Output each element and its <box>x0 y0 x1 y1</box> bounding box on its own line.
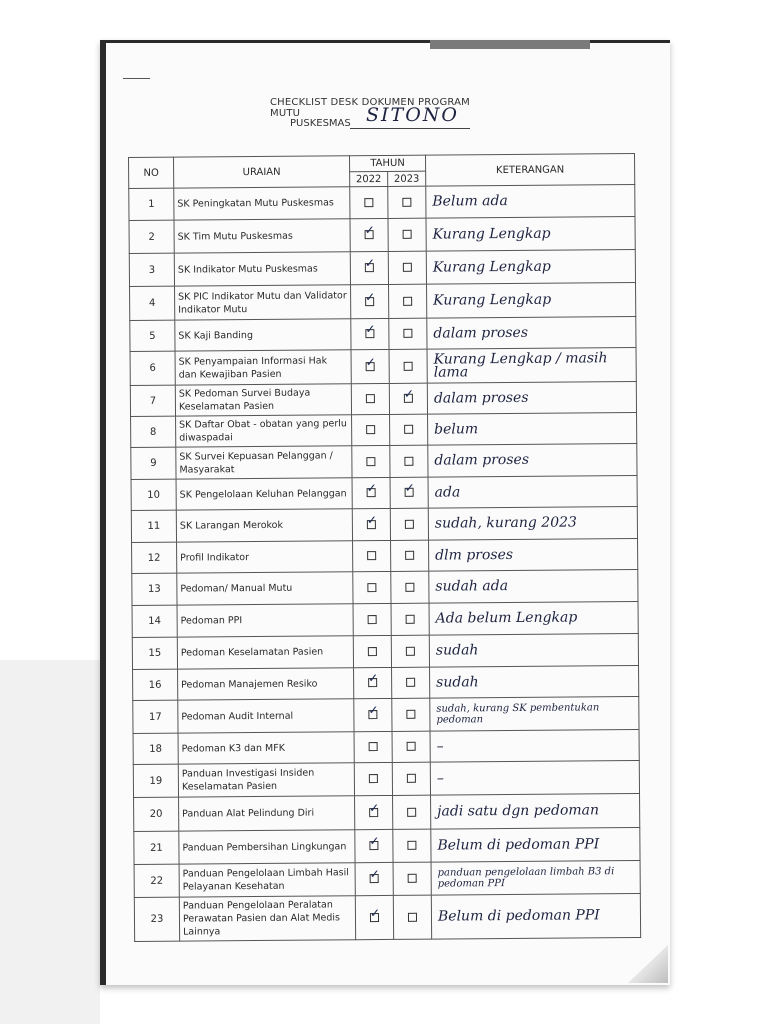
checkbox-2022[interactable] <box>367 488 376 497</box>
year-2022-cell <box>353 603 391 635</box>
row-keterangan: sudah ada <box>429 570 638 604</box>
year-2022-cell <box>352 508 390 540</box>
checkbox-2023[interactable] <box>405 551 414 560</box>
row-number: 14 <box>132 605 177 637</box>
row-uraian: Profil Indikator <box>177 541 353 573</box>
row-uraian: Pedoman K3 dan MFK <box>178 732 354 764</box>
row-uraian: Pedoman Keselamatan Pasien <box>177 636 353 669</box>
checkbox-2023[interactable] <box>404 394 413 403</box>
checkbox-2022[interactable] <box>365 297 374 306</box>
year-2022-cell <box>351 318 389 349</box>
checkbox-2022[interactable] <box>365 329 374 338</box>
year-2023-cell <box>389 284 427 318</box>
row-keterangan: sudah, kurang 2023 <box>428 507 637 541</box>
row-uraian: Pedoman Manajemen Resiko <box>178 668 354 700</box>
row-uraian: SK Larangan Merokok <box>176 509 352 542</box>
row-uraian: Panduan Pembersihan Lingkungan <box>179 830 355 864</box>
table-row <box>132 634 638 670</box>
header-keterangan: KETERANGAN <box>425 154 634 187</box>
year-2022-cell <box>350 218 388 251</box>
table-row <box>133 730 639 765</box>
year-2023-cell <box>388 251 426 284</box>
table-row <box>133 666 639 701</box>
table-row <box>130 283 636 321</box>
checkbox-2022[interactable] <box>368 615 377 624</box>
row-keterangan: – <box>430 761 639 796</box>
checkbox-2022[interactable] <box>366 362 375 371</box>
header-no: NO <box>129 157 174 188</box>
checkbox-2023[interactable] <box>407 742 416 751</box>
year-2022-cell <box>350 186 388 218</box>
checkbox-2022[interactable] <box>369 808 378 817</box>
checkbox-2022[interactable] <box>370 913 379 922</box>
checkbox-2022[interactable] <box>369 742 378 751</box>
checkbox-2023[interactable] <box>407 807 416 816</box>
checkbox-2022[interactable] <box>368 647 377 656</box>
checkbox-2023[interactable] <box>403 263 412 272</box>
row-uraian: Panduan Pengelolaan Limbah Hasil Pelayanan Kesehatan <box>179 863 355 897</box>
year-2023-cell <box>393 795 431 829</box>
row-number: 17 <box>133 700 178 733</box>
row-keterangan: sudah <box>429 634 638 668</box>
year-2023-cell <box>391 635 429 667</box>
row-keterangan: – <box>430 730 639 763</box>
table-row <box>130 317 636 352</box>
row-uraian: Pedoman/ Manual Mutu <box>177 572 353 605</box>
row-keterangan: dalam proses <box>427 317 636 350</box>
year-2022-cell <box>354 667 392 698</box>
checkbox-2022[interactable] <box>364 198 373 207</box>
checkbox-2023[interactable] <box>405 488 414 497</box>
table-row <box>134 828 640 865</box>
table-row <box>133 697 639 734</box>
row-uraian: Pedoman PPI <box>177 604 353 637</box>
year-2022-cell <box>355 862 393 895</box>
year-2022-cell <box>352 477 390 508</box>
year-2023-cell <box>388 186 426 218</box>
checkbox-2022[interactable] <box>366 457 375 466</box>
row-number: 9 <box>131 447 176 479</box>
year-2023-cell <box>389 349 427 383</box>
checkbox-2023[interactable] <box>404 425 413 434</box>
checkbox-2022[interactable] <box>367 551 376 560</box>
year-2022-cell <box>355 895 393 939</box>
year-2022-cell <box>355 795 393 829</box>
row-keterangan: Belum di pedoman PPI <box>431 893 640 939</box>
checkbox-2022[interactable] <box>365 230 374 239</box>
checkbox-2022[interactable] <box>366 425 375 434</box>
row-number: 22 <box>134 864 179 897</box>
year-2022-cell <box>353 571 391 603</box>
header-year-2022: 2022 <box>350 171 388 186</box>
checkbox-2023[interactable] <box>405 519 414 528</box>
row-uraian: SK PIC Indikator Mutu dan Validator Indikator Mutu <box>175 285 351 320</box>
row-keterangan: Kurang Lengkap / masih lama <box>427 348 636 384</box>
year-2022-cell <box>353 635 391 667</box>
row-uraian: SK Survei Kepuasan Pelanggan / Masyarakat <box>176 446 352 479</box>
row-number: 21 <box>134 831 179 864</box>
table-row <box>131 507 637 543</box>
checkbox-2023[interactable] <box>406 646 415 655</box>
row-number: 19 <box>133 764 178 797</box>
year-2023-cell <box>392 667 430 698</box>
row-number: 1 <box>129 188 174 220</box>
table-row <box>134 893 640 941</box>
table-row <box>132 570 638 606</box>
checkbox-2022[interactable] <box>365 263 374 272</box>
checkbox-2023[interactable] <box>406 614 415 623</box>
year-2023-cell <box>392 762 430 795</box>
table-row <box>131 444 637 480</box>
header-tahun: TAHUN <box>349 155 425 172</box>
table-row <box>134 794 640 832</box>
row-uraian: Panduan Alat Pelindung Diri <box>179 796 355 831</box>
row-uraian: Pedoman Audit Internal <box>178 699 354 733</box>
checkbox-2023[interactable] <box>406 710 415 719</box>
header-uraian: URAIAN <box>174 156 350 188</box>
table-row <box>130 348 636 386</box>
table-row <box>129 185 635 221</box>
row-number: 15 <box>132 637 177 669</box>
checkbox-2023[interactable] <box>404 361 413 370</box>
year-2023-cell <box>391 540 429 571</box>
year-2023-cell <box>390 508 428 540</box>
checkbox-2023[interactable] <box>408 874 417 883</box>
row-keterangan: dalam proses <box>428 444 637 478</box>
year-2023-cell <box>389 318 427 349</box>
year-2022-cell <box>353 540 391 571</box>
row-number: 8 <box>131 416 176 447</box>
row-number: 13 <box>132 573 177 605</box>
checkbox-2022[interactable] <box>369 774 378 783</box>
row-uraian: Panduan Pengelolaan Peralatan Perawatan Pasien dan Alat Medis Lainnya <box>179 896 355 941</box>
row-number: 5 <box>130 320 175 351</box>
row-keterangan: panduan pengelolaan limbah B3 di pedoman PPI <box>431 861 640 896</box>
year-2023-cell <box>392 698 430 731</box>
header-year-2023: 2023 <box>388 171 426 186</box>
checkbox-2022[interactable] <box>366 394 375 403</box>
table-row <box>132 539 638 574</box>
table-row <box>132 602 638 638</box>
puskesmas-underline <box>350 128 470 129</box>
checkbox-2022[interactable] <box>368 678 377 687</box>
table-row <box>133 761 639 798</box>
year-2022-cell <box>354 731 392 762</box>
row-number: 12 <box>132 542 177 573</box>
checkbox-2023[interactable] <box>407 841 416 850</box>
year-2022-cell <box>354 698 392 731</box>
year-2023-cell <box>393 895 431 939</box>
row-keterangan: dlm proses <box>429 539 638 572</box>
row-number: 20 <box>134 797 179 831</box>
table-row <box>131 413 637 448</box>
row-number: 16 <box>133 669 178 700</box>
year-2022-cell <box>351 349 389 383</box>
puskesmas-label: PUSKESMAS <box>290 118 351 129</box>
year-2022-cell <box>354 762 392 795</box>
year-2022-cell <box>355 829 393 862</box>
row-keterangan: Kurang Lengkap <box>426 250 635 285</box>
row-keterangan: jadi satu dgn pedoman <box>431 794 640 830</box>
checkbox-2023[interactable] <box>403 296 412 305</box>
row-keterangan: Belum ada <box>426 185 635 219</box>
checkbox-2023[interactable] <box>406 678 415 687</box>
year-2023-cell <box>389 383 427 414</box>
row-uraian: SK Kaji Banding <box>175 319 351 351</box>
year-2022-cell <box>352 445 390 477</box>
row-keterangan: dalam proses <box>427 382 636 415</box>
year-2023-cell <box>390 477 428 508</box>
row-keterangan: sudah, kurang SK pembentukan pedoman <box>430 697 639 732</box>
row-number: 6 <box>130 351 175 385</box>
row-uraian: Panduan Investigasi Insiden Keselamatan Pasien <box>178 763 354 797</box>
row-keterangan: belum <box>428 413 637 446</box>
puskesmas-value: SITONO <box>366 104 459 126</box>
year-2023-cell <box>392 731 430 762</box>
checkbox-2022[interactable] <box>367 583 376 592</box>
year-2022-cell <box>351 383 389 414</box>
row-number: 11 <box>131 510 176 542</box>
row-number: 18 <box>133 733 178 764</box>
row-number: 7 <box>130 385 175 416</box>
checkbox-2023[interactable] <box>405 582 414 591</box>
checkbox-2023[interactable] <box>408 912 417 921</box>
checklist-table <box>128 153 641 942</box>
table-row <box>134 861 640 898</box>
row-uraian: SK Peningkatan Mutu Puskesmas <box>174 187 350 220</box>
row-uraian: SK Daftar Obat - obatan yang perlu diwaspadai <box>176 415 352 447</box>
year-2023-cell <box>390 414 428 445</box>
row-uraian: SK Pengelolaan Keluhan Pelanggan <box>176 478 352 510</box>
table-row <box>130 382 636 417</box>
checkbox-2022[interactable] <box>368 710 377 719</box>
document-title: CHECKLIST DESK DOKUMEN PROGRAM MUTU <box>270 97 471 119</box>
pen-mark <box>123 78 150 79</box>
year-2023-cell <box>388 218 426 251</box>
row-keterangan: Kurang Lengkap <box>426 217 635 252</box>
year-2023-cell <box>390 445 428 477</box>
checkbox-2023[interactable] <box>404 456 413 465</box>
checkbox-2022[interactable] <box>370 874 379 883</box>
table-row <box>129 217 635 254</box>
table-row <box>131 476 637 511</box>
year-2023-cell <box>391 603 429 635</box>
year-2023-cell <box>393 829 431 862</box>
paper-edge-strip <box>430 40 590 49</box>
checkbox-2023[interactable] <box>402 197 411 206</box>
row-number: 10 <box>131 479 176 510</box>
row-number: 2 <box>129 220 174 253</box>
row-keterangan: Belum di pedoman PPI <box>431 828 640 863</box>
row-number: 4 <box>130 286 175 320</box>
year-2022-cell <box>350 251 388 284</box>
row-keterangan: ada <box>428 476 637 509</box>
background-surface <box>0 660 100 1024</box>
row-uraian: SK Penyampaian Informasi Hak dan Kewajiban Pasien <box>175 350 351 385</box>
row-number: 3 <box>129 253 174 286</box>
checkbox-2023[interactable] <box>403 329 412 338</box>
checkbox-2022[interactable] <box>369 841 378 850</box>
row-keterangan: sudah <box>430 666 639 699</box>
row-number: 23 <box>134 897 179 941</box>
year-2022-cell <box>352 414 390 445</box>
row-uraian: SK Indikator Mutu Puskesmas <box>174 252 350 286</box>
year-2023-cell <box>391 571 429 603</box>
year-2022-cell <box>351 284 389 318</box>
row-uraian: SK Pedoman Survei Budaya Keselamatan Pasien <box>175 384 351 416</box>
checkbox-2023[interactable] <box>403 230 412 239</box>
checkbox-2023[interactable] <box>407 774 416 783</box>
row-uraian: SK Tim Mutu Puskesmas <box>174 219 350 253</box>
row-keterangan: Kurang Lengkap <box>427 283 636 319</box>
year-2023-cell <box>393 862 431 895</box>
row-keterangan: Ada belum Lengkap <box>429 602 638 636</box>
checkbox-2022[interactable] <box>367 520 376 529</box>
table-row <box>129 250 635 287</box>
